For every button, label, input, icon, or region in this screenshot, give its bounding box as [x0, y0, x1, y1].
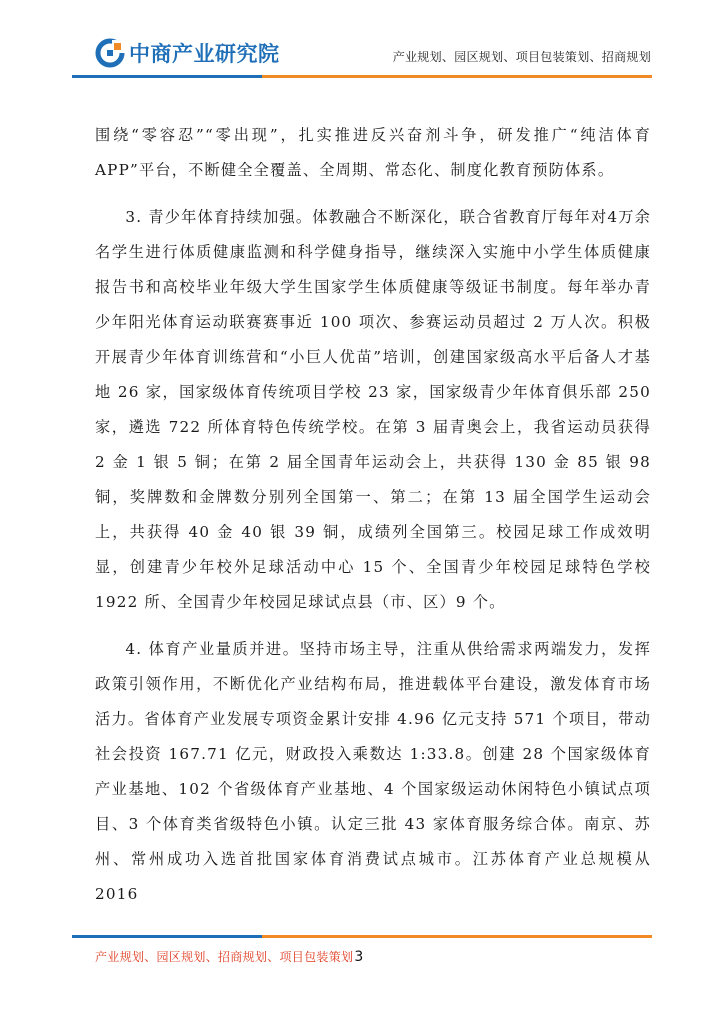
footer-rule-blue: [72, 935, 277, 938]
header-tagline: 产业规划、园区规划、项目包装策划、招商规划: [392, 50, 651, 64]
paragraph-continued: 围绕“零容忍”“零出现”，扎实推进反兴奋剂斗争，研发推广“纯洁体育APP”平台，不断健全全覆盖、全周期、常态化、制度化教育预防体系。: [95, 126, 651, 179]
footer-rule-orange: [262, 935, 652, 938]
paragraph-sports-industry: 4. 体育产业量质并进。坚持市场主导，注重从供给需求两端发力，发挥政策引领作用，不断优化产业结构布局，推进载体平台建设，激发体育市场活力。省体育产业发展专项资金累计安排 4.96 亿元支持 571 个项目，带动社会投资 167.71 亿元，财政投入乘数达 1:33.8。创建 28 个国家级体育产业基地、102 个省级体育产业基地、4 个国家级运动休闲特色小镇试点项目、3 个体育类省级特色小镇。认定三批 43 家体育服务综合体。南京、苏州、常州成功入选首批国家体育消费试点城市。江苏体育产业总规模从 2016: [95, 640, 651, 903]
paragraph-youth-sports: 3. 青少年体育持续加强。体教融合不断深化，联合省教育厅每年对4万余名学生进行体质健康监测和科学健身指导，继续深入实施中小学生体质健康报告书和高校毕业年级大学生国家学生体质健康等级证书制度。每年举办青少年阳光体育运动联赛赛事近 100 项次、参赛运动员超过 2 万人次。积极开展青少年体育训练营和“小巨人优苗”培训，创建国家级高水平后备人才基地 26 家，国家级体育传统项目学校 23 家，国家级青少年体育俱乐部 250 家，遴选 722 所体育特色传统学校。在第 3 届青奥会上，我省运动员获得 2 金 1 银 5 铜；在第 2 届全国青年运动会上，共获得 130 金 85 银 98 铜，奖牌数和金牌数分别列全国第一、第二；在第 13 届全国学生运动会上，共获得 40 金 40 银 39 铜，成绩列全国第三。校园足球工作成效明显，创建青少年校外足球活动中心 15 个、全国青少年校园足球特色学校 1922 所、全国青少年校园足球试点县（市、区）9 个。: [95, 208, 651, 611]
page-header: [0, 0, 724, 80]
page-number: 3: [354, 949, 364, 965]
header-rule-orange: [262, 75, 652, 78]
header-rule-blue: [72, 75, 277, 78]
page-footer: [95, 948, 364, 965]
footer-tagline: 产业规划、园区规划、招商规划、项目包装策划: [95, 950, 354, 964]
company-logo: [95, 38, 280, 68]
logo-mark-icon: [95, 38, 125, 68]
logo-text: 中商产业研究院: [129, 42, 280, 66]
document-body: [95, 118, 651, 912]
